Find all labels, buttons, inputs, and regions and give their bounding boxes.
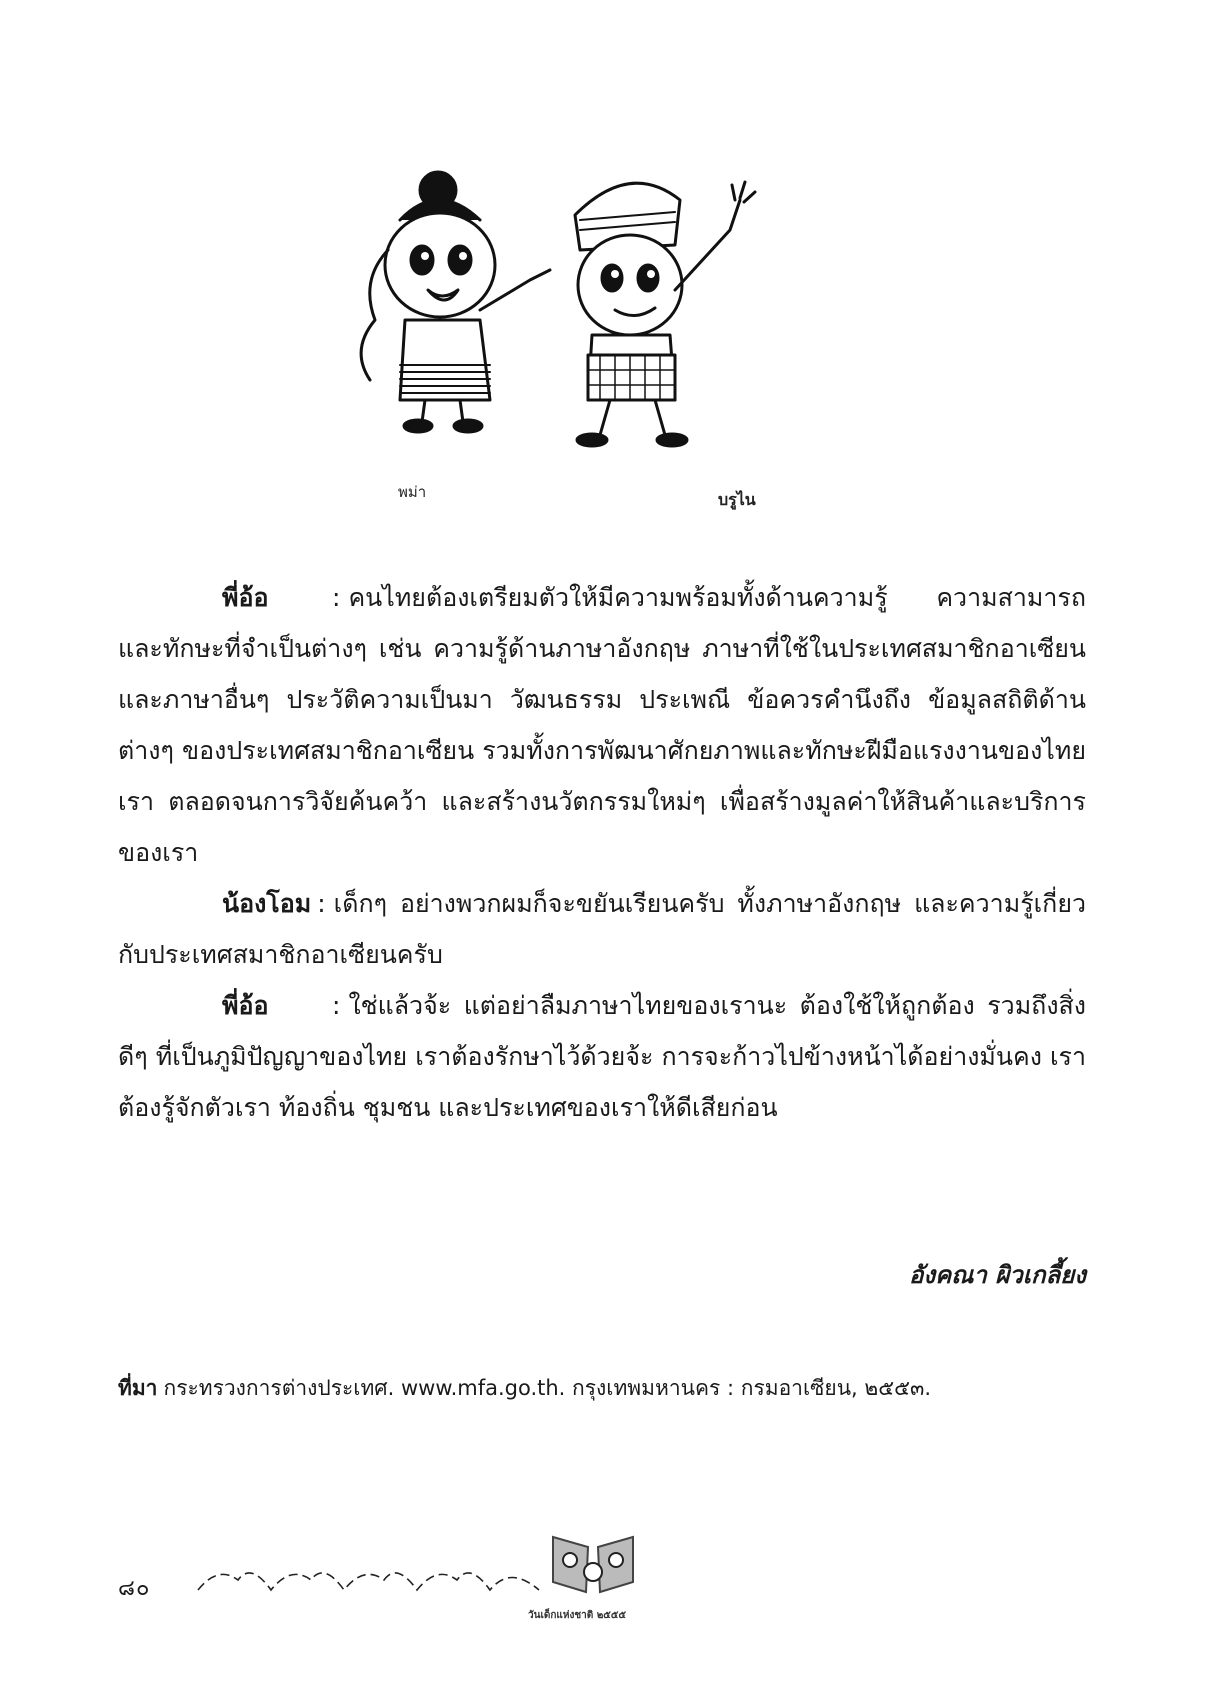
brunei-boy-figure <box>575 182 755 446</box>
speaker-separator: : <box>332 583 341 612</box>
speaker-separator: : <box>332 991 341 1020</box>
page-number: ๘๐ <box>118 1576 151 1601</box>
speaker-separator: : <box>317 889 326 918</box>
speaker-name: น้องโอม <box>222 889 312 918</box>
dialogue-text: ใช่แล้วจ้ะ แต่อย่าลืมภาษาไทยของเรานะ ต้องใช้ให้ถูกต้อง รวมถึงสิ่งดีๆ ที่เป็นภูมิปัญญาของไทย เราต้องรักษาไว้ด้วยจ้ะ การจะก้าวไปข้างหน้าได้อย่างมั่นคง เราต้องรู้จักตัวเรา ท้องถิ่น ชุมชน และประเทศของเราให้ดีเสียก่อน <box>118 991 1086 1122</box>
speaker-name: พี่อ้อ <box>222 991 269 1020</box>
source-text: กระทรวงการต่างประเทศ. www.mfa.go.th. กรุงเทพมหานคร : กรมอาเซียน, ๒๕๕๓. <box>163 1376 932 1400</box>
author-name: อังคณา ผิวเกลี้ยง <box>908 1261 1086 1289</box>
myanmar-label: พม่า <box>398 483 427 501</box>
dialogue-body <box>118 572 1086 1133</box>
myanmar-girl-figure <box>361 172 550 432</box>
dialogue-paragraph <box>118 980 1086 1133</box>
dialogue-paragraph <box>118 572 1086 878</box>
speaker-name: พี่อ้อ <box>222 583 269 612</box>
dialogue-text: คนไทยต้องเตรียมตัวให้มีความพร้อมทั้งด้านความรู้ ความสามารถ และทักษะที่จำเป็นต่างๆ เช่น ความรู้ด้านภาษาอังกฤษ ภาษาที่ใช้ในประเทศสมาชิกอาเซียน และภาษาอื่นๆ ประวัติความเป็นมา วัฒนธรรม ประเพณี ข้อควรคำนึงถึง ข้อมูลสถิติด้านต่างๆ ของประเทศสมาชิกอาเซียน รวมทั้งการพัฒนาศักยภาพและทักษะฝีมือแรงงานของไทยเรา ตลอดจนการวิจัยค้นคว้า และสร้างนวัตกรรมใหม่ๆ เพื่อสร้างมูลค่าให้สินค้าและบริการของเรา <box>118 583 1086 867</box>
source-label: ที่มา <box>118 1376 158 1400</box>
childrens-day-logo <box>548 1532 638 1602</box>
footer-decoration <box>196 1560 541 1600</box>
dialogue-paragraph <box>118 878 1086 980</box>
source-citation <box>118 1372 931 1405</box>
cartoon-illustration <box>330 160 890 530</box>
logo-caption: วันเด็กแห่งชาติ ๒๕๕๕ <box>528 1610 627 1621</box>
dialogue-text: เด็กๆ อย่างพวกผมก็จะขยันเรียนครับ ทั้งภาษาอังกฤษ และความรู้เกี่ยวกับประเทศสมาชิกอาเซียนครับ <box>118 889 1086 969</box>
brunei-label: บรูไน <box>718 490 756 509</box>
